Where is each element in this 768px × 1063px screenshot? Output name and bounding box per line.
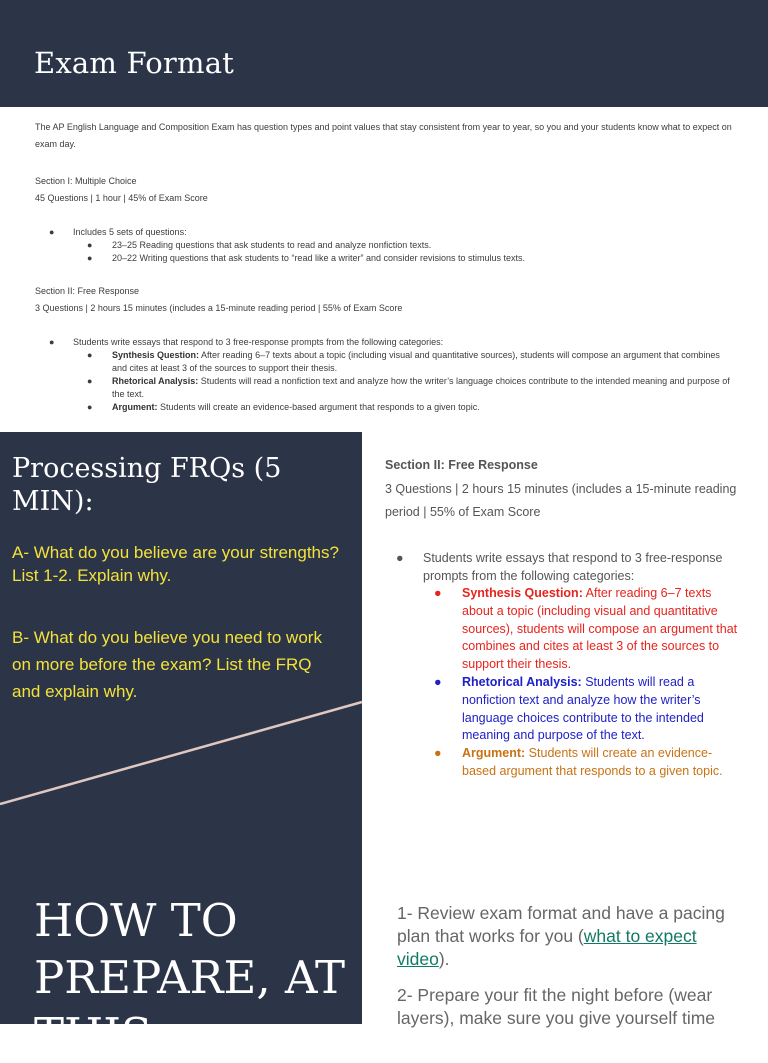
list-item: ● Students write essays that respond to 3 free-response prompts from the following categories:: [396, 551, 723, 583]
bullet-icon: ●: [434, 586, 442, 600]
bullet-icon: ●: [434, 746, 442, 761]
decorative-diagonal-line: [0, 432, 362, 864]
bullet-icon: ●: [49, 337, 55, 347]
section1-meta: 45 Questions | 1 hour | 45% of Exam Score: [35, 193, 208, 203]
bullet-icon: ●: [87, 376, 93, 386]
section-title: Section II: Free Response: [385, 458, 538, 472]
what-to-expect-video-link[interactable]: what to expect video: [397, 926, 697, 969]
title-panel: [0, 864, 362, 1061]
bullet-icon: ●: [434, 674, 442, 689]
list-item: ● Students write essays that respond to 3 free-response prompts from the following categories:: [49, 337, 444, 347]
list-item: ● Argument: Students will create an evidence-based argument that responds to a given topic.: [87, 402, 480, 412]
question-panel: [0, 432, 362, 864]
section-panel: [385, 456, 745, 781]
section2-list: [35, 336, 735, 414]
slide-body: [35, 119, 735, 414]
bullet-icon: ●: [87, 240, 93, 250]
intro-text: The AP English Language and Composition Exam has question types and point values that stay consistent from year to year, so you and your students know what to expect on exam day.: [35, 122, 732, 149]
section2-meta: 3 Questions | 2 hours 15 minutes (includes a 15-minute reading period | 55% of Exam Score: [35, 303, 403, 313]
slide-title: HOW TO PREPARE, AT THIS: [34, 894, 346, 1061]
list-item: ● 23–25 Reading questions that ask students to read and analyze nonfiction texts.: [87, 240, 432, 250]
question-b: B- What do you believe you need to work on more before the exam? List the FRQ and explain why.: [12, 628, 322, 701]
slide-exam-format: [0, 0, 768, 432]
list-item: ● 20–22 Writing questions that ask students to “read like a writer” and consider revisions to stimulus texts.: [87, 253, 526, 263]
slide-processing-frqs: [0, 432, 768, 864]
section-meta: 3 Questions | 2 hours 15 minutes (includes a 15-minute reading period | 55% of Exam Score: [385, 482, 737, 519]
list-item: ● Includes 5 sets of questions:: [49, 227, 187, 237]
section1-title: Section I: Multiple Choice: [35, 176, 137, 186]
list-item: ● Synthesis Question: After reading 6–7 texts about a topic (including visual and quantitative sources), students will compose an argument that combines and cites at least 3 of the sources to support their thesis.: [87, 350, 720, 373]
bullet-icon: ●: [396, 551, 404, 565]
tips-panel: [397, 902, 752, 1043]
slide-header: [0, 0, 768, 107]
slide-how-to-prepare: [0, 864, 768, 1061]
bullet-icon: ●: [87, 402, 93, 412]
slide-title: Exam Format: [34, 46, 235, 80]
list-item: ● Rhetorical Analysis: Students will read a nonfiction text and analyze how the writer’s language choices contribute to the intended meaning and purpose of the text.: [87, 376, 730, 399]
frq-list: [385, 549, 745, 781]
bullet-icon: ●: [87, 350, 93, 360]
list-item-rhetorical: ● Rhetorical Analysis: Students will read a nonfiction text and analyze how the writer’s language choices contribute to the intended meaning and purpose of the text.: [434, 674, 704, 743]
list-item-argument: ● Argument: Students will create an evidence-based argument that responds to a given topic.: [434, 746, 723, 778]
tip-2: 2- Prepare your fit the night before (wear layers), make sure you give yourself time: [397, 985, 716, 1028]
bullet-icon: ●: [49, 227, 55, 237]
question-a: A- What do you believe are your strengths? List 1-2. Explain why.: [12, 543, 339, 585]
section1-list: [35, 226, 735, 265]
bullet-icon: ●: [87, 253, 93, 263]
slide-title: Processing FRQs (5 MIN):: [12, 453, 282, 517]
tip-1: 1- Review exam format and have a pacing plan that works for you (what to expect video).: [397, 903, 725, 969]
list-item-synthesis: ● Synthesis Question: After reading 6–7 texts about a topic (including visual and quantitative sources), students will compose an argument that combines and cites at least 3 of the sources to support their thesis.: [434, 586, 738, 672]
section2-title: Section II: Free Response: [35, 286, 140, 296]
